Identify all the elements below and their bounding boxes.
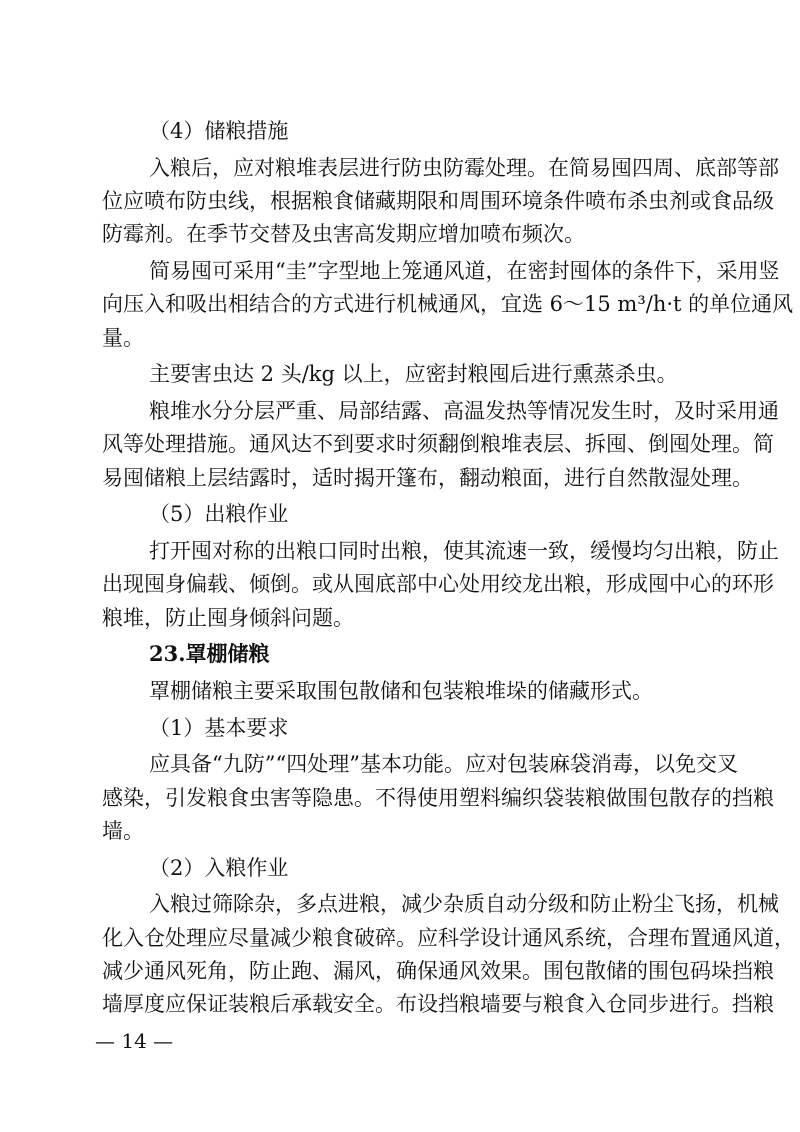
paragraph-line: 出现囤身偏载、倾倒。或从囤底部中心处用绞龙出粮，形成囤中心的环形 [102, 572, 774, 596]
paragraph-line: 减少通风死角，防止跑、漏风，确保通风效果。围包散储的围包码垛挡粮 [102, 959, 774, 983]
subheading: （4）储粮措施 [149, 119, 289, 143]
paragraph-line: 易囤储粮上层结露时，适时揭开篷布，翻动粮面，进行自然散湿处理。 [102, 466, 753, 490]
paragraph-line: 防霉剂。在季节交替及虫害高发期应增加喷布频次。 [102, 222, 585, 246]
paragraph-line: 粮堆，防止囤身倾斜问题。 [102, 606, 354, 630]
paragraph-line: 感染，引发粮食虫害等隐患。不得使用塑料编织袋装粮做围包散存的挡粮 [102, 786, 774, 810]
paragraph-line: 量。 [102, 326, 144, 350]
page-number: — 14 — [95, 1029, 174, 1053]
section-heading: 23.罩棚储粮 [149, 641, 270, 666]
subheading: （5）出粮作业 [149, 502, 289, 526]
paragraph-line: 粮堆水分分层严重、局部结露、高温发热等情况发生时，及时采用通 [149, 399, 779, 423]
paragraph-line: 墙。 [102, 819, 144, 843]
paragraph-line: 主要害虫达 2 头/kg 以上，应密封粮囤后进行熏蒸杀虫。 [149, 362, 678, 386]
paragraph-line: 入粮过筛除杂，多点进粮，减少杂质自动分级和防止粉尘飞扬，机械 [149, 892, 779, 916]
subheading: （1）基本要求 [149, 716, 289, 740]
paragraph-line: 简易囤可采用“圭”字型地上笼通风道，在密封囤体的条件下，采用竖 [149, 259, 780, 283]
paragraph-line: 化入仓处理应尽量减少粮食破碎。应科学设计通风系统，合理布置通风道， [102, 926, 795, 950]
paragraph-line: 打开囤对称的出粮口同时出粮，使其流速一致，缓慢均匀出粮，防止 [149, 539, 779, 563]
subheading: （2）入粮作业 [149, 856, 289, 880]
paragraph-line: 墙厚度应保证装粮后承载安全。布设挡粮墙要与粮食入仓同步进行。挡粮 [102, 992, 774, 1016]
paragraph-line: 风等处理措施。通风达不到要求时须翻倒粮堆表层、拆囤、倒囤处理。简 [102, 432, 774, 456]
paragraph-line: 向压入和吸出相结合的方式进行机械通风，宜选 6～15 m³/h·t 的单位通风 [102, 292, 794, 316]
paragraph-line: 罩棚储粮主要采取围包散储和包装粮堆垛的储藏形式。 [149, 679, 653, 703]
paragraph-line: 应具备“九防”“四处理”基本功能。应对包装麻袋消毒，以免交叉 [149, 752, 738, 776]
paragraph-line: 位应喷布防虫线，根据粮食储藏期限和周围环境条件喷布杀虫剂或食品级 [102, 189, 774, 213]
paragraph-line: 入粮后，应对粮堆表层进行防虫防霉处理。在简易囤四周、底部等部 [149, 156, 779, 180]
